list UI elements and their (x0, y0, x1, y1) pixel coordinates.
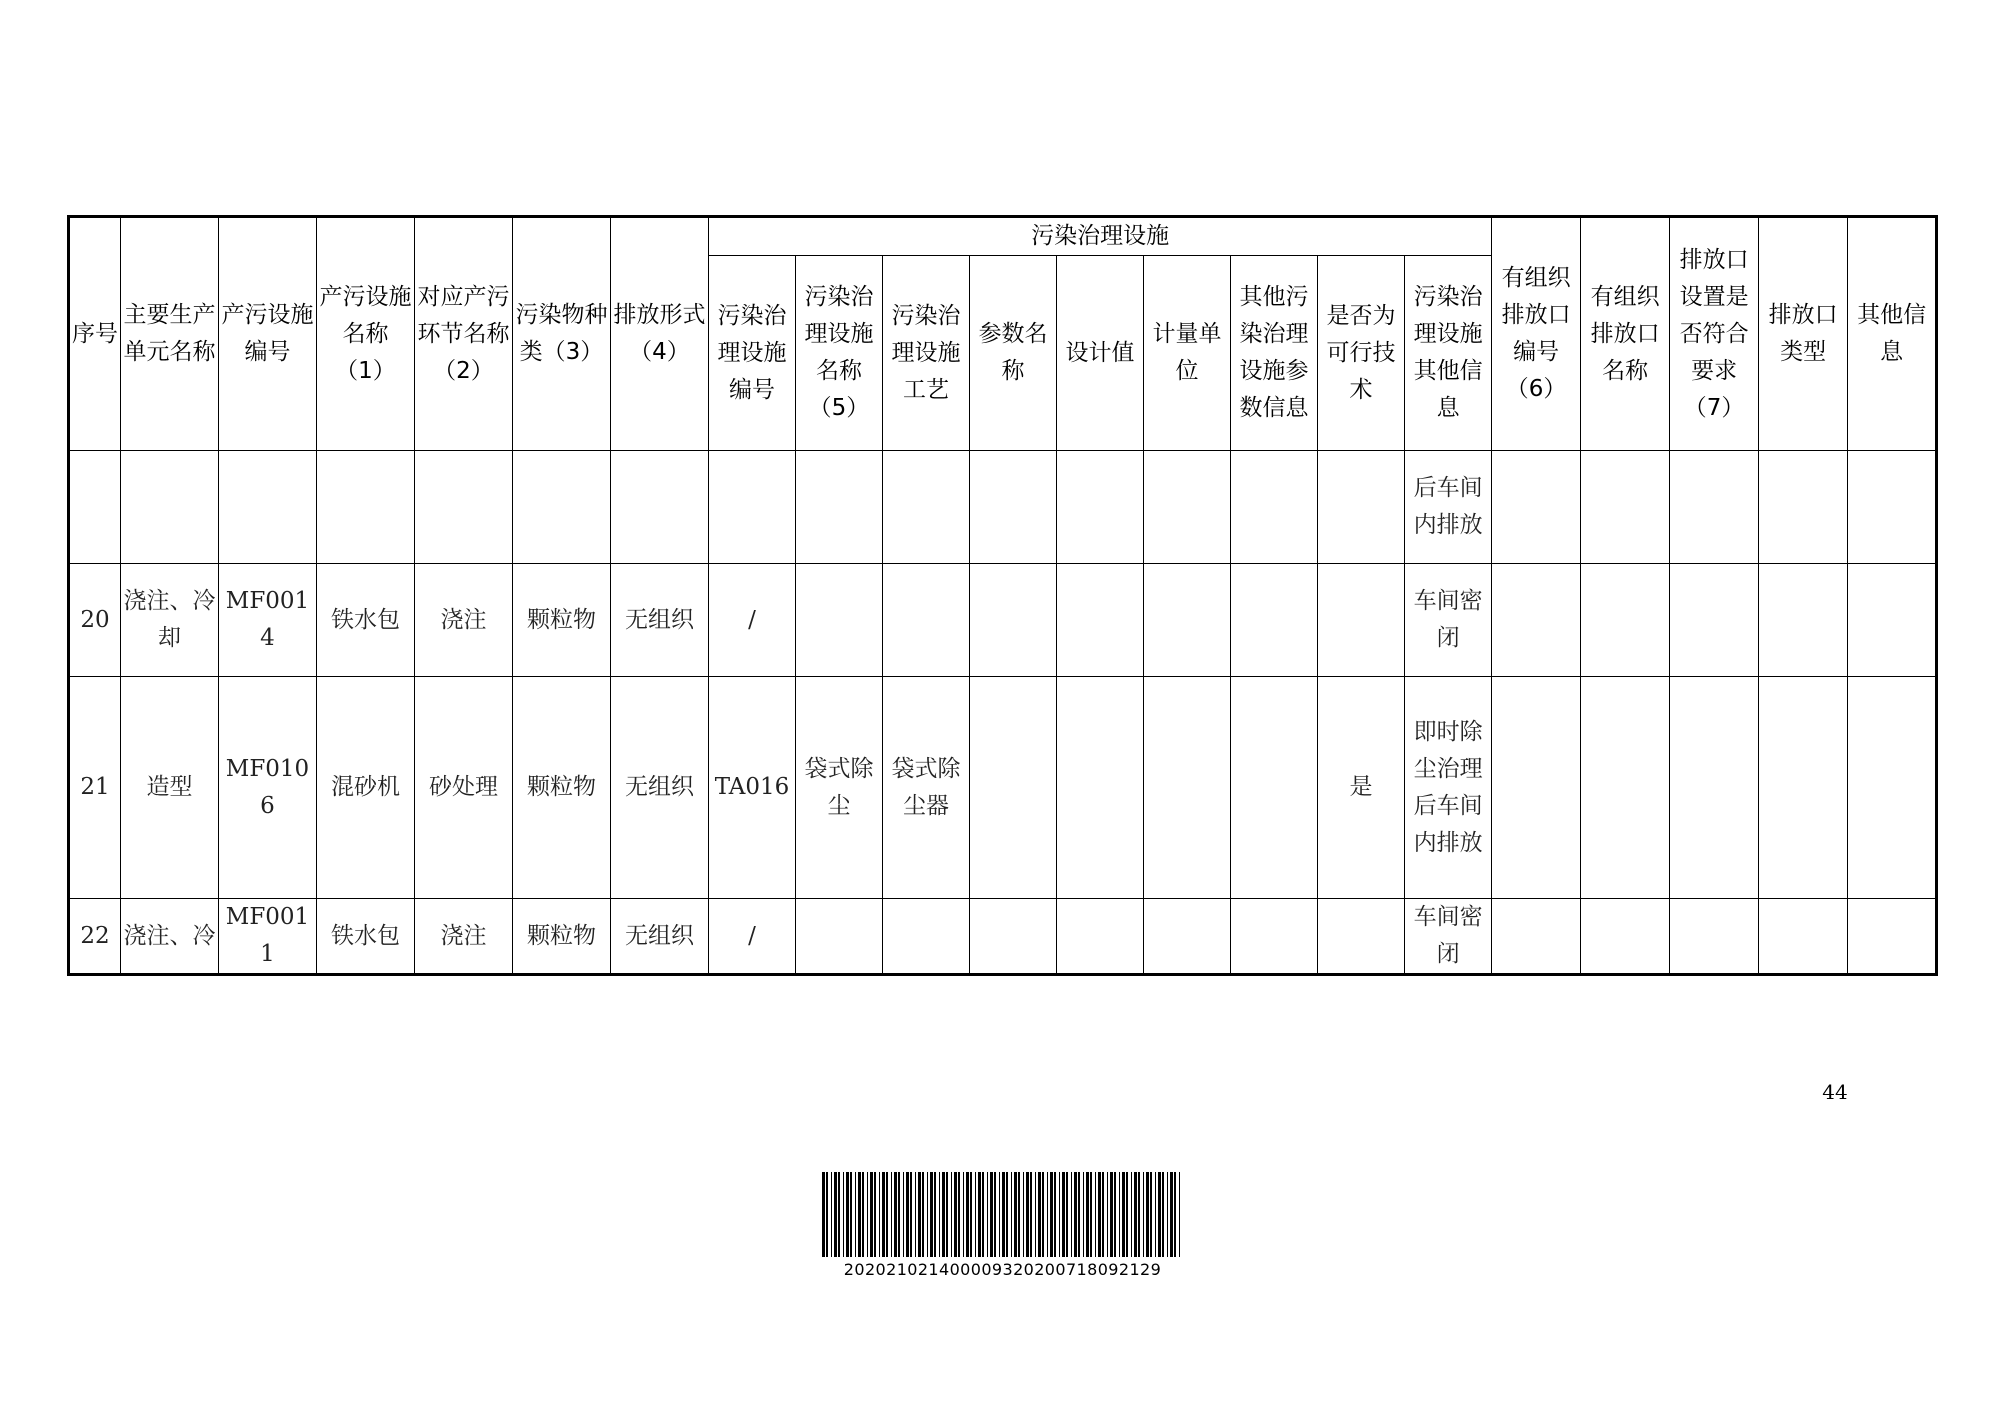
col-header-treatment-other-info: 污染治理设施其他信息 (1405, 256, 1492, 451)
table-cell (1318, 899, 1405, 975)
table-cell (970, 899, 1057, 975)
table-cell (970, 451, 1057, 564)
barcode-number: 20202102140000932020071809212​9 (843, 1260, 1162, 1279)
table-cell (1231, 677, 1318, 899)
table-row (69, 899, 1937, 975)
table-cell (1057, 564, 1144, 677)
table-cell: 后车间内排放 (1405, 451, 1492, 564)
table-cell: 22 (69, 899, 121, 975)
table-cell: TA016 (709, 677, 796, 899)
table-cell: MF0011 (219, 899, 317, 975)
table-cell (1144, 899, 1231, 975)
table-cell: 无组织 (611, 564, 709, 677)
table-cell: 即时除尘治理后车间内排放 (1405, 677, 1492, 899)
table-cell (970, 564, 1057, 677)
table-cell (1057, 451, 1144, 564)
table-cell (1231, 451, 1318, 564)
col-header-param-name: 参数名称 (970, 256, 1057, 451)
table-cell (1492, 564, 1581, 677)
table-cell: 铁水包 (317, 564, 415, 677)
pollutant-facility-table (67, 215, 1938, 976)
table-row (69, 677, 1937, 899)
col-header-outlet-type: 排放口类型 (1759, 217, 1848, 451)
table-cell: / (709, 899, 796, 975)
table-cell: 颗粒物 (513, 899, 611, 975)
barcode-image (820, 1172, 1185, 1257)
table-cell (1492, 677, 1581, 899)
col-header-facility-id: 产污设施编号 (219, 217, 317, 451)
table-cell (1848, 451, 1937, 564)
table-row (69, 564, 1937, 677)
col-header-treatment-id: 污染治理设施编号 (709, 256, 796, 451)
col-header-outlet-id: 有组织排放口编号（6） (1492, 217, 1581, 451)
table-cell: 是 (1318, 677, 1405, 899)
table-cell (1144, 451, 1231, 564)
table-cell: 造型 (121, 677, 219, 899)
table-cell (1057, 677, 1144, 899)
table-cell: MF0106 (219, 677, 317, 899)
table-cell: 21 (69, 677, 121, 899)
table-cell (1670, 899, 1759, 975)
table-cell: 袋式除尘 (796, 677, 883, 899)
table-cell (1231, 899, 1318, 975)
col-header-production-unit: 主要生产单元名称 (121, 217, 219, 451)
table-cell (1057, 899, 1144, 975)
table-cell (1670, 677, 1759, 899)
table-cell (1492, 899, 1581, 975)
table-cell (1848, 564, 1937, 677)
table-cell (121, 451, 219, 564)
table-cell (317, 451, 415, 564)
table-cell (1581, 451, 1670, 564)
table-cell: 混砂机 (317, 677, 415, 899)
table-cell (1670, 451, 1759, 564)
col-header-facility-name: 产污设施名称（1） (317, 217, 415, 451)
page-number: 44 (1822, 1080, 1848, 1104)
col-header-emission-form: 排放形式（4） (611, 217, 709, 451)
table-cell (1848, 899, 1937, 975)
table-cell: 浇注 (415, 564, 513, 677)
col-header-outlet-name: 有组织排放口名称 (1581, 217, 1670, 451)
col-header-other-params: 其他污染治理设施参数信息 (1231, 256, 1318, 451)
col-header-pollutant-type: 污染物种类（3） (513, 217, 611, 451)
table-cell (796, 451, 883, 564)
col-header-pollution-link: 对应产污环节名称（2） (415, 217, 513, 451)
table-cell: 20 (69, 564, 121, 677)
table-cell (219, 451, 317, 564)
table-cell (709, 451, 796, 564)
table-cell (1670, 564, 1759, 677)
group-header-treatment-facility: 污染治理设施 (709, 217, 1492, 256)
table-body (69, 451, 1937, 975)
table-cell: 车间密闭 (1405, 899, 1492, 975)
table-cell: 铁水包 (317, 899, 415, 975)
col-header-treatment-name: 污染治理设施名称（5） (796, 256, 883, 451)
table-cell (69, 451, 121, 564)
table-cell (1759, 451, 1848, 564)
table-cell (415, 451, 513, 564)
table-cell: 浇注、冷 (121, 899, 219, 975)
table-cell: 浇注 (415, 899, 513, 975)
table-cell: 颗粒物 (513, 564, 611, 677)
table-cell: 无组织 (611, 899, 709, 975)
table-cell (611, 451, 709, 564)
table-cell (1759, 899, 1848, 975)
table-cell (883, 451, 970, 564)
table-cell (970, 677, 1057, 899)
table-cell: 无组织 (611, 677, 709, 899)
table-cell (796, 564, 883, 677)
col-header-feasible-tech: 是否为可行技术 (1318, 256, 1405, 451)
table-cell (1581, 564, 1670, 677)
table-cell (1144, 677, 1231, 899)
table-cell (883, 564, 970, 677)
col-header-other-info: 其他信息 (1848, 217, 1937, 451)
table-cell (1144, 564, 1231, 677)
table-cell (1759, 564, 1848, 677)
col-header-unit: 计量单位 (1144, 256, 1231, 451)
table-cell (1759, 677, 1848, 899)
table-cell: 颗粒物 (513, 677, 611, 899)
col-header-index: 序号 (69, 217, 121, 451)
col-header-outlet-compliance: 排放口设置是否符合要求（7） (1670, 217, 1759, 451)
table-cell: 砂处理 (415, 677, 513, 899)
table-cell: 车间密闭 (1405, 564, 1492, 677)
table-cell (1318, 564, 1405, 677)
table-row (69, 451, 1937, 564)
table-cell: 袋式除尘器 (883, 677, 970, 899)
table-cell (1581, 899, 1670, 975)
table-cell (883, 899, 970, 975)
table-cell (1318, 451, 1405, 564)
table-cell: 浇注、冷却 (121, 564, 219, 677)
table-cell (1581, 677, 1670, 899)
col-header-design-value: 设计值 (1057, 256, 1144, 451)
table-cell (1231, 564, 1318, 677)
table-cell: MF0014 (219, 564, 317, 677)
col-header-treatment-process: 污染治理设施工艺 (883, 256, 970, 451)
table-cell (1848, 677, 1937, 899)
table-header (69, 217, 1937, 451)
table-cell (1492, 451, 1581, 564)
table-cell (513, 451, 611, 564)
table-cell: / (709, 564, 796, 677)
table-cell (796, 899, 883, 975)
